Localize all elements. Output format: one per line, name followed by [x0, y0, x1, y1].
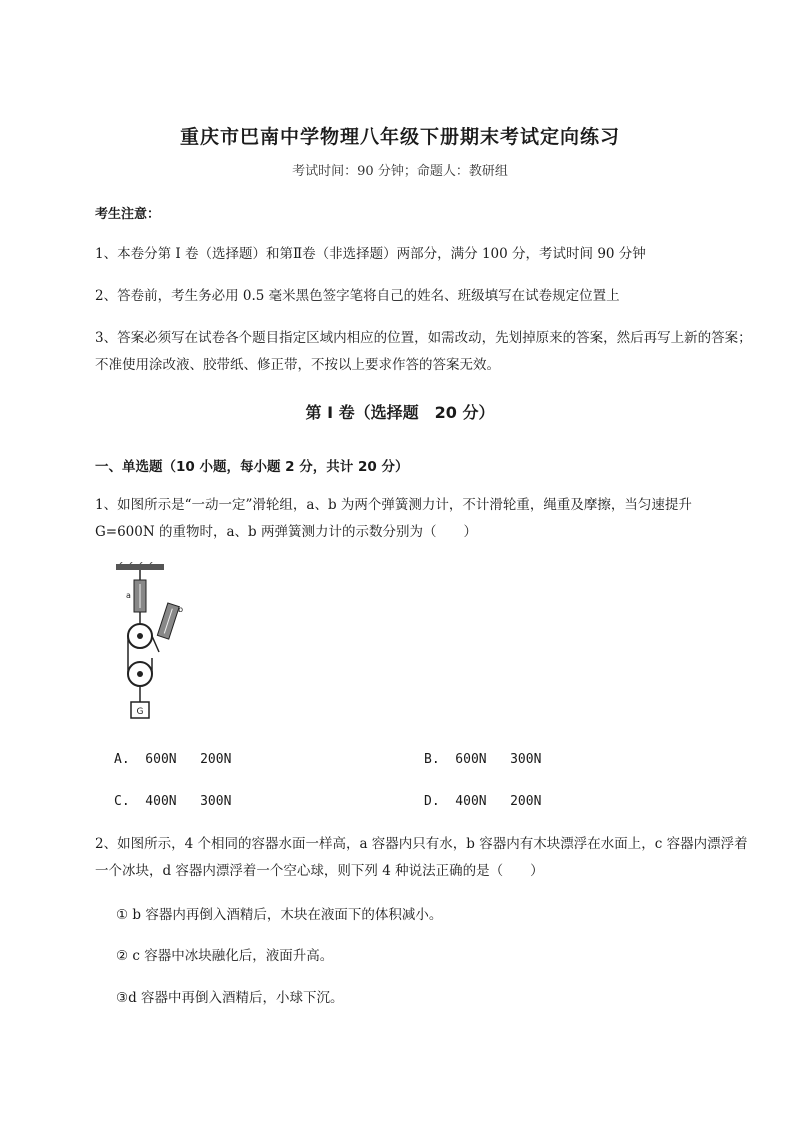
question-2-text: 2、如图所示，4 个相同的容器水面一样高，a 容器内只有水，b 容器内有木块漂浮在水面上，c 容器内漂浮着一个冰块，d 容器内漂浮着一个空心球，则下列 4 种说法正确的是（ ）: [95, 836, 748, 879]
ceiling: [116, 564, 164, 570]
option-d[interactable]: D. 400N 200N: [424, 794, 542, 809]
option-a[interactable]: A. 600N 200N: [114, 752, 232, 767]
option-b[interactable]: B. 600N 300N: [424, 752, 542, 767]
pulley-figure: [112, 562, 192, 724]
statement-2: ② c 容器中冰块融化后，液面升高。: [116, 948, 334, 964]
notice-heading: 考生注意：: [95, 207, 161, 222]
label-b: b: [178, 605, 184, 614]
spring-scale-b: [157, 603, 179, 639]
statement-1: ① b 容器内再倒入酒精后，木块在液面下的体积减小。: [116, 907, 443, 923]
notice-item-2: 2、答卷前，考生务必用 0.5 毫米黑色签字笔将自己的姓名、班级填写在试卷规定位置上: [95, 288, 620, 304]
label-a: a: [126, 591, 131, 600]
question-group-title: 一、单选题（10 小题，每小题 2 分，共计 20 分）: [95, 459, 409, 475]
question-1-text: 1、如图所示是“一动一定”滑轮组，a、b 为两个弹簧测力计，不计滑轮重，绳重及摩擦，当匀速提升 G=600N 的重物时，a、b 两弹簧测力计的示数分别为（ ）: [95, 497, 692, 540]
exam-info: 考试时间：90 分钟；命题人：教研组: [292, 164, 508, 179]
option-c[interactable]: C. 400N 300N: [114, 794, 232, 809]
notice-item-1: 1、本卷分第 I 卷（选择题）和第Ⅱ卷（非选择题）两部分，满分 100 分，考试时间 90 分钟: [95, 246, 646, 262]
notice-item-3: 3、答案必须写在试卷各个题目指定区域内相应的位置，如需改动，先划掉原来的答案，然后再写上新的答案；不准使用涂改液、胶带纸、修正带，不按以上要求作答的答案无效。: [95, 330, 752, 373]
statement-3: ③d 容器中再倒入酒精后，小球下沉。: [116, 990, 344, 1006]
label-g: G: [136, 707, 144, 717]
page-title: 重庆市巴南中学物理八年级下册期末考试定向练习: [179, 126, 620, 148]
section-title: 第 I 卷（选择题 20 分）: [305, 403, 495, 422]
